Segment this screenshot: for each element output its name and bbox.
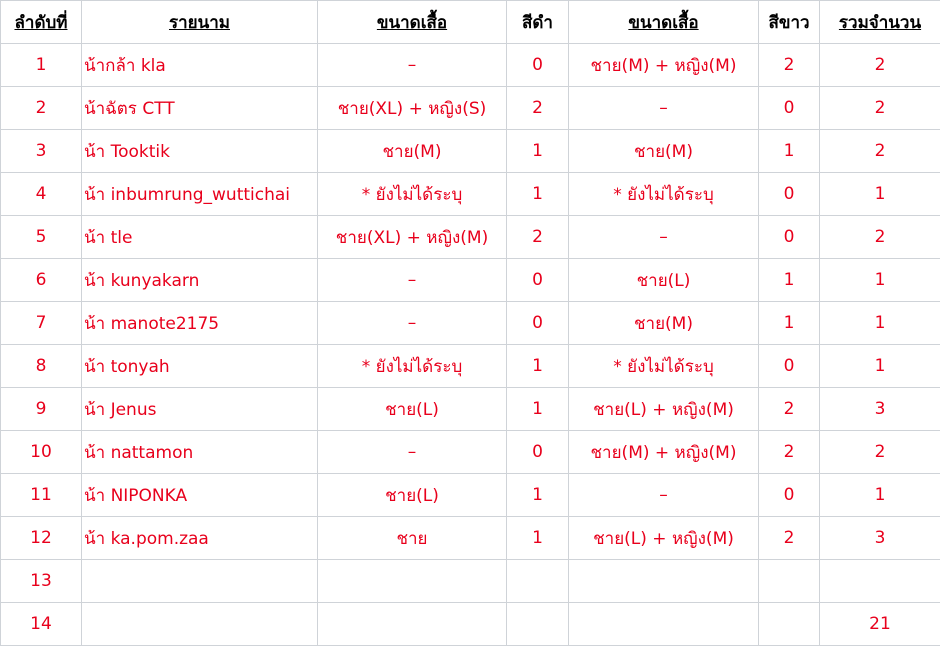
- cell-white-count[interactable]: 0: [759, 474, 820, 517]
- cell-black-count[interactable]: 0: [507, 259, 569, 302]
- cell-order[interactable]: 5: [1, 216, 82, 259]
- cell-white-count[interactable]: [759, 603, 820, 646]
- cell-size-black[interactable]: [318, 603, 507, 646]
- cell-name[interactable]: [82, 560, 318, 603]
- cell-white-count[interactable]: 0: [759, 173, 820, 216]
- cell-size-white[interactable]: ชาย(M) + หญิง(M): [569, 44, 759, 87]
- cell-black-count[interactable]: 1: [507, 345, 569, 388]
- table-row: [1, 560, 940, 603]
- header-cell-name[interactable]: รายนาม: [82, 1, 318, 44]
- cell-size-black[interactable]: –: [318, 431, 507, 474]
- table-row: [1, 302, 940, 345]
- cell-white-count[interactable]: 2: [759, 44, 820, 87]
- cell-size-white[interactable]: [569, 603, 759, 646]
- cell-size-white[interactable]: –: [569, 87, 759, 130]
- cell-black-count[interactable]: 0: [507, 431, 569, 474]
- cell-size-white[interactable]: * ยังไม่ได้ระบุ: [569, 173, 759, 216]
- cell-order[interactable]: 11: [1, 474, 82, 517]
- cell-white-count[interactable]: 0: [759, 216, 820, 259]
- table-row: [1, 345, 940, 388]
- cell-black-count[interactable]: 1: [507, 517, 569, 560]
- table-row: [1, 173, 940, 216]
- cell-name[interactable]: น้า kunyakarn: [82, 259, 318, 302]
- cell-name[interactable]: น้า Tooktik: [82, 130, 318, 173]
- table-row: [1, 388, 940, 431]
- cell-name[interactable]: น้า Jenus: [82, 388, 318, 431]
- cell-total[interactable]: 1: [820, 474, 940, 517]
- cell-white-count[interactable]: 0: [759, 345, 820, 388]
- cell-black-count[interactable]: 1: [507, 388, 569, 431]
- cell-black-count[interactable]: [507, 603, 569, 646]
- cell-black-count[interactable]: 2: [507, 216, 569, 259]
- cell-total[interactable]: 1: [820, 173, 940, 216]
- table-row: [1, 216, 940, 259]
- table-row: [1, 44, 940, 87]
- cell-black-count[interactable]: 1: [507, 130, 569, 173]
- cell-order[interactable]: 12: [1, 517, 82, 560]
- cell-size-black[interactable]: ชาย: [318, 517, 507, 560]
- cell-size-white[interactable]: –: [569, 474, 759, 517]
- cell-white-count[interactable]: 2: [759, 431, 820, 474]
- cell-white-count[interactable]: 1: [759, 259, 820, 302]
- cell-size-white[interactable]: ชาย(M) + หญิง(M): [569, 431, 759, 474]
- cell-black-count[interactable]: 0: [507, 44, 569, 87]
- cell-white-count[interactable]: 1: [759, 302, 820, 345]
- cell-size-black[interactable]: –: [318, 44, 507, 87]
- table-row: [1, 431, 940, 474]
- cell-size-black[interactable]: ชาย(XL) + หญิง(M): [318, 216, 507, 259]
- cell-black-count[interactable]: [507, 560, 569, 603]
- cell-size-white[interactable]: ชาย(L) + หญิง(M): [569, 388, 759, 431]
- cell-size-white[interactable]: [569, 560, 759, 603]
- cell-order[interactable]: 7: [1, 302, 82, 345]
- cell-size-white[interactable]: –: [569, 216, 759, 259]
- cell-order[interactable]: 9: [1, 388, 82, 431]
- cell-total[interactable]: 2: [820, 216, 940, 259]
- cell-order[interactable]: 2: [1, 87, 82, 130]
- header-row: [1, 1, 940, 44]
- header-cell-size-black[interactable]: ขนาดเสื้อ: [318, 1, 507, 44]
- cell-size-black[interactable]: * ยังไม่ได้ระบุ: [318, 345, 507, 388]
- cell-white-count[interactable]: 2: [759, 388, 820, 431]
- cell-order[interactable]: 14: [1, 603, 82, 646]
- cell-total[interactable]: 2: [820, 44, 940, 87]
- cell-total[interactable]: 1: [820, 345, 940, 388]
- cell-total[interactable]: 21: [820, 603, 940, 646]
- cell-size-white[interactable]: ชาย(L) + หญิง(M): [569, 517, 759, 560]
- cell-size-white[interactable]: ชาย(L): [569, 259, 759, 302]
- cell-order[interactable]: 4: [1, 173, 82, 216]
- cell-order[interactable]: 1: [1, 44, 82, 87]
- cell-size-black[interactable]: –: [318, 302, 507, 345]
- cell-order[interactable]: 3: [1, 130, 82, 173]
- header-cell-total[interactable]: รวมจำนวน: [820, 1, 940, 44]
- cell-size-black[interactable]: [318, 560, 507, 603]
- header-cell-size-white[interactable]: ขนาดเสื้อ: [569, 1, 759, 44]
- table-body: [1, 44, 940, 646]
- table-row: [1, 474, 940, 517]
- cell-white-count[interactable]: 2: [759, 517, 820, 560]
- cell-size-black[interactable]: ชาย(L): [318, 474, 507, 517]
- cell-total[interactable]: 1: [820, 302, 940, 345]
- cell-order[interactable]: 10: [1, 431, 82, 474]
- cell-size-white[interactable]: ชาย(M): [569, 302, 759, 345]
- header-cell-white[interactable]: สีขาว: [759, 1, 820, 44]
- cell-name[interactable]: น้ากล้า kla: [82, 44, 318, 87]
- cell-name[interactable]: [82, 603, 318, 646]
- cell-name[interactable]: น้า tle: [82, 216, 318, 259]
- cell-name[interactable]: น้า manote2175: [82, 302, 318, 345]
- cell-total[interactable]: 3: [820, 517, 940, 560]
- cell-size-black[interactable]: ชาย(L): [318, 388, 507, 431]
- cell-total[interactable]: 2: [820, 87, 940, 130]
- header-cell-order[interactable]: ลำดับที่: [1, 1, 82, 44]
- cell-size-black[interactable]: * ยังไม่ได้ระบุ: [318, 173, 507, 216]
- cell-total[interactable]: 2: [820, 431, 940, 474]
- cell-name[interactable]: น้า nattamon: [82, 431, 318, 474]
- cell-total[interactable]: 1: [820, 259, 940, 302]
- cell-white-count[interactable]: 1: [759, 130, 820, 173]
- cell-name[interactable]: น้าฉัตร CTT: [82, 87, 318, 130]
- cell-name[interactable]: น้า NIPONKA: [82, 474, 318, 517]
- cell-white-count[interactable]: [759, 560, 820, 603]
- table-row: [1, 130, 940, 173]
- cell-black-count[interactable]: 2: [507, 87, 569, 130]
- cell-size-black[interactable]: ชาย(XL) + หญิง(S): [318, 87, 507, 130]
- cell-total[interactable]: [820, 560, 940, 603]
- cell-name[interactable]: น้า ka.pom.zaa: [82, 517, 318, 560]
- header-cell-black[interactable]: สีดำ: [507, 1, 569, 44]
- cell-black-count[interactable]: 1: [507, 173, 569, 216]
- cell-size-white[interactable]: ชาย(M): [569, 130, 759, 173]
- cell-size-black[interactable]: –: [318, 259, 507, 302]
- cell-name[interactable]: น้า inbumrung_wuttichai: [82, 173, 318, 216]
- cell-total[interactable]: 2: [820, 130, 940, 173]
- table-row: [1, 603, 940, 646]
- table-row: [1, 87, 940, 130]
- cell-size-white[interactable]: * ยังไม่ได้ระบุ: [569, 345, 759, 388]
- cell-order[interactable]: 6: [1, 259, 82, 302]
- table-row: [1, 259, 940, 302]
- cell-name[interactable]: น้า tonyah: [82, 345, 318, 388]
- cell-order[interactable]: 8: [1, 345, 82, 388]
- cell-black-count[interactable]: 1: [507, 474, 569, 517]
- cell-black-count[interactable]: 0: [507, 302, 569, 345]
- table-row: [1, 517, 940, 560]
- cell-size-black[interactable]: ชาย(M): [318, 130, 507, 173]
- cell-white-count[interactable]: 0: [759, 87, 820, 130]
- cell-total[interactable]: 3: [820, 388, 940, 431]
- cell-order[interactable]: 13: [1, 560, 82, 603]
